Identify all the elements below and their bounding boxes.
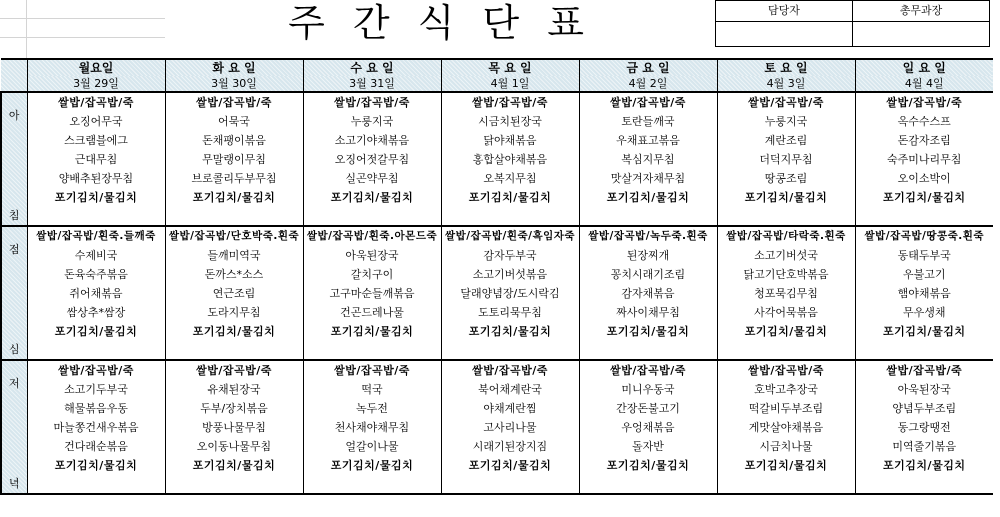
menu-cell[interactable]: 소고기버섯국 (717, 246, 855, 265)
menu-cell[interactable]: 포기김치/물김치 (27, 322, 165, 341)
menu-cell[interactable]: 북어채계란국 (441, 380, 579, 399)
menu-cell[interactable]: 홍합살야채볶음 (441, 150, 579, 169)
menu-cell[interactable]: 쥐어채볶음 (27, 284, 165, 303)
day-name-cell: 토 요 일 (717, 59, 855, 76)
menu-row (1, 380, 993, 399)
empty-cell[interactable] (27, 207, 165, 226)
menu-cell[interactable]: 시래기된장지짐 (441, 437, 579, 456)
meal-label (1, 360, 27, 494)
empty-cell[interactable] (855, 475, 993, 494)
menu-cell[interactable]: 쌀밥/잡곡밥/죽 (27, 360, 165, 380)
menu-row (1, 150, 993, 169)
header-corner (1, 59, 27, 92)
menu-cell[interactable]: 더덕지무침 (717, 150, 855, 169)
approval-box (715, 0, 990, 47)
menu-cell[interactable]: 어묵국 (165, 112, 303, 131)
menu-cell[interactable]: 야채계란찜 (441, 399, 579, 418)
menu-cell[interactable]: 포기김치/물김치 (165, 188, 303, 207)
day-name-cell: 월요일 (27, 59, 165, 76)
empty-cell[interactable] (441, 475, 579, 494)
menu-cell[interactable]: 연근조림 (165, 284, 303, 303)
meal-label-char: 녁 (8, 477, 20, 490)
day-name-cell: 일 요 일 (855, 59, 993, 76)
empty-cell[interactable] (717, 207, 855, 226)
day-name-cell: 화 요 일 (165, 59, 303, 76)
menu-cell[interactable]: 포기김치/물김치 (579, 188, 717, 207)
empty-cell[interactable] (165, 207, 303, 226)
menu-cell[interactable]: 오복지무침 (441, 169, 579, 188)
menu-cell[interactable]: 쌀밥/잡곡밥/죽 (165, 92, 303, 112)
day-name-cell: 금 요 일 (579, 59, 717, 76)
menu-cell[interactable]: 쌀밥/잡곡밥/녹두죽.흰죽 (579, 226, 717, 246)
menu-row (1, 303, 993, 322)
menu-cell[interactable]: 포기김치/물김치 (579, 322, 717, 341)
day-name-cell: 수 요 일 (303, 59, 441, 76)
meal-label-text (2, 93, 27, 225)
menu-cell[interactable]: 양념두부조림 (855, 399, 993, 418)
menu-cell[interactable]: 쌀밥/잡곡밥/죽 (165, 360, 303, 380)
menu-cell[interactable]: 짜사이채무침 (579, 303, 717, 322)
sheet-gridline (0, 37, 165, 38)
menu-cell[interactable]: 방풍나물무침 (165, 418, 303, 437)
menu-cell[interactable]: 포기김치/물김치 (579, 456, 717, 475)
menu-cell[interactable]: 누룽지국 (717, 112, 855, 131)
menu-cell[interactable]: 브로콜리두부무침 (165, 169, 303, 188)
menu-cell[interactable]: 소고기버섯볶음 (441, 265, 579, 284)
menu-cell[interactable]: 수제비국 (27, 246, 165, 265)
menu-row (1, 246, 993, 265)
menu-cell[interactable]: 아욱된장국 (303, 246, 441, 265)
menu-cell[interactable]: 쌀밥/잡곡밥/죽 (27, 92, 165, 112)
meal-spacer-row (1, 341, 993, 360)
menu-cell[interactable]: 시금치된장국 (441, 112, 579, 131)
menu-cell[interactable]: 감자채볶음 (579, 284, 717, 303)
menu-cell[interactable]: 건곤드레나물 (303, 303, 441, 322)
meal-label-char: 침 (8, 209, 20, 222)
menu-cell[interactable]: 아욱된장국 (855, 380, 993, 399)
empty-cell[interactable] (165, 475, 303, 494)
meal-label-char: 아 (8, 109, 20, 122)
menu-cell[interactable]: 포기김치/물김치 (303, 322, 441, 341)
menu-cell[interactable]: 녹두전 (303, 399, 441, 418)
menu-cell[interactable]: 양배추된장무침 (27, 169, 165, 188)
menu-cell[interactable]: 청포묵김무침 (717, 284, 855, 303)
menu-cell[interactable]: 포기김치/물김치 (717, 456, 855, 475)
meal-spacer-row (1, 475, 993, 494)
menu-cell[interactable]: 포기김치/물김치 (303, 456, 441, 475)
menu-row (1, 265, 993, 284)
menu-cell[interactable]: 포기김치/물김치 (855, 456, 993, 475)
menu-cell[interactable]: 쌀밥/잡곡밥/죽 (579, 360, 717, 380)
menu-cell[interactable]: 해물볶음우동 (27, 399, 165, 418)
menu-cell[interactable]: 쌀밥/잡곡밥/죽 (855, 360, 993, 380)
menu-cell[interactable]: 닭야채볶음 (441, 131, 579, 150)
menu-cell[interactable]: 숙주미나리무침 (855, 150, 993, 169)
menu-cell[interactable]: 쌀밥/잡곡밥/땅콩죽.흰죽 (855, 226, 993, 246)
sheet-gridline (26, 0, 27, 58)
menu-cell[interactable]: 동그랑땡전 (855, 418, 993, 437)
menu-cell[interactable]: 우불고기 (855, 265, 993, 284)
menu-cell[interactable]: 쌀밥/잡곡밥/단호박죽.흰죽 (165, 226, 303, 246)
menu-cell[interactable]: 돈감자조림 (855, 131, 993, 150)
menu-row (1, 226, 993, 246)
menu-cell[interactable]: 쌈상추*쌈장 (27, 303, 165, 322)
menu-cell[interactable]: 고구마순들깨볶음 (303, 284, 441, 303)
menu-cell[interactable]: 미니우동국 (579, 380, 717, 399)
empty-cell[interactable] (579, 475, 717, 494)
menu-cell[interactable]: 땅콩조림 (717, 169, 855, 188)
empty-cell[interactable] (579, 341, 717, 360)
menu-cell[interactable]: 쌀밥/잡곡밥/타락죽.흰죽 (717, 226, 855, 246)
menu-cell[interactable]: 동태두부국 (855, 246, 993, 265)
menu-cell[interactable]: 갈치구이 (303, 265, 441, 284)
menu-cell[interactable]: 돈까스*소스 (165, 265, 303, 284)
menu-cell[interactable]: 시금치나물 (717, 437, 855, 456)
menu-row (1, 322, 993, 341)
menu-cell[interactable]: 쌀밥/잡곡밥/죽 (303, 360, 441, 380)
menu-cell[interactable]: 도라지무침 (165, 303, 303, 322)
menu-cell[interactable]: 소고기야채볶음 (303, 131, 441, 150)
menu-cell[interactable]: 호박고추장국 (717, 380, 855, 399)
menu-cell[interactable]: 포기김치/물김치 (717, 322, 855, 341)
day-name-cell: 목 요 일 (441, 59, 579, 76)
menu-cell[interactable]: 간장돈불고기 (579, 399, 717, 418)
empty-cell[interactable] (303, 207, 441, 226)
menu-cell[interactable]: 포기김치/물김치 (441, 456, 579, 475)
menu-cell[interactable]: 감자두부국 (441, 246, 579, 265)
menu-cell[interactable]: 쌀밥/잡곡밥/죽 (717, 92, 855, 112)
menu-cell[interactable]: 소고기두부국 (27, 380, 165, 399)
menu-cell[interactable]: 맛살겨자채무침 (579, 169, 717, 188)
menu-cell[interactable]: 우채표고볶음 (579, 131, 717, 150)
empty-cell[interactable] (27, 475, 165, 494)
menu-row (1, 360, 993, 380)
menu-cell[interactable]: 쌀밥/잡곡밥/죽 (441, 92, 579, 112)
menu-cell[interactable]: 건다래순볶음 (27, 437, 165, 456)
menu-cell[interactable]: 오이동나물무침 (165, 437, 303, 456)
menu-table (0, 58, 993, 495)
menu-cell[interactable]: 복심지무침 (579, 150, 717, 169)
menu-row (1, 399, 993, 418)
menu-cell[interactable]: 포기김치/물김치 (165, 456, 303, 475)
menu-cell[interactable]: 들깨미역국 (165, 246, 303, 265)
empty-cell[interactable] (303, 341, 441, 360)
meal-spacer-row (1, 207, 993, 226)
sheet-gridline (0, 18, 165, 19)
date-header-row (1, 76, 993, 92)
meal-label (1, 226, 27, 360)
menu-cell[interactable]: 계란조림 (717, 131, 855, 150)
menu-cell[interactable]: 쌀밥/잡곡밥/흰죽/흑임자죽 (441, 226, 579, 246)
menu-cell[interactable]: 사각어묵볶음 (717, 303, 855, 322)
menu-cell[interactable]: 옥수수스프 (855, 112, 993, 131)
page-title: 주 간 식 단 표 (288, 1, 592, 45)
approval-sign-manager[interactable] (716, 22, 853, 47)
menu-cell[interactable]: 떡국 (303, 380, 441, 399)
menu-cell[interactable]: 돈육숙주볶음 (27, 265, 165, 284)
meal-label-char: 저 (8, 377, 20, 390)
menu-cell[interactable]: 달래양념장/도시락김 (441, 284, 579, 303)
meal-label-char: 심 (8, 343, 20, 356)
menu-row (1, 418, 993, 437)
menu-row (1, 456, 993, 475)
menu-cell[interactable]: 햄야채볶음 (855, 284, 993, 303)
menu-cell[interactable]: 포기김치/물김치 (165, 322, 303, 341)
empty-cell[interactable] (441, 341, 579, 360)
menu-cell[interactable]: 포기김치/물김치 (855, 188, 993, 207)
empty-cell[interactable] (579, 207, 717, 226)
empty-cell[interactable] (717, 475, 855, 494)
menu-cell[interactable]: 오이소박이 (855, 169, 993, 188)
menu-cell[interactable]: 오징어젓갈무침 (303, 150, 441, 169)
menu-cell[interactable]: 우엉채볶음 (579, 418, 717, 437)
menu-row (1, 169, 993, 188)
day-date-cell: 4월 3일 (717, 76, 855, 92)
menu-cell[interactable]: 무우생채 (855, 303, 993, 322)
empty-cell[interactable] (717, 341, 855, 360)
menu-cell[interactable]: 무말랭이무침 (165, 150, 303, 169)
menu-cell[interactable]: 미역줄기볶음 (855, 437, 993, 456)
menu-cell[interactable]: 고사리나물 (441, 418, 579, 437)
menu-cell[interactable]: 마늘쫑건새우볶음 (27, 418, 165, 437)
menu-row (1, 92, 993, 112)
day-date-cell: 3월 31일 (303, 76, 441, 92)
menu-cell[interactable]: 꽁치시래기조림 (579, 265, 717, 284)
meal-label-char: 점 (8, 243, 20, 256)
empty-cell[interactable] (855, 207, 993, 226)
menu-row (1, 437, 993, 456)
menu-cell[interactable]: 포기김치/물김치 (27, 188, 165, 207)
menu-cell[interactable]: 얼갈이나물 (303, 437, 441, 456)
menu-cell[interactable]: 천사채야채무침 (303, 418, 441, 437)
empty-cell[interactable] (303, 475, 441, 494)
day-date-cell: 4월 1일 (441, 76, 579, 92)
menu-cell[interactable]: 포기김치/물김치 (855, 322, 993, 341)
menu-cell[interactable]: 스크램블에그 (27, 131, 165, 150)
menu-row (1, 284, 993, 303)
menu-cell[interactable]: 쌀밥/잡곡밥/죽 (303, 92, 441, 112)
menu-cell[interactable]: 쌀밥/잡곡밥/죽 (855, 92, 993, 112)
menu-cell[interactable]: 누룽지국 (303, 112, 441, 131)
menu-cell[interactable]: 토란들깨국 (579, 112, 717, 131)
menu-cell[interactable]: 돈채팽이볶음 (165, 131, 303, 150)
approval-header-manager: 담당자 (716, 1, 853, 22)
menu-cell[interactable]: 쌀밥/잡곡밥/죽 (441, 360, 579, 380)
menu-cell[interactable]: 포기김치/물김치 (717, 188, 855, 207)
menu-cell[interactable]: 쌀밥/잡곡밥/흰죽.들깨죽 (27, 226, 165, 246)
menu-cell[interactable]: 쌀밥/잡곡밥/흰죽.아몬드죽 (303, 226, 441, 246)
empty-cell[interactable] (441, 207, 579, 226)
menu-cell[interactable]: 쌀밥/잡곡밥/죽 (579, 92, 717, 112)
menu-cell[interactable]: 도토리묵무침 (441, 303, 579, 322)
menu-row (1, 112, 993, 131)
day-date-cell: 3월 30일 (165, 76, 303, 92)
menu-cell[interactable]: 쌀밥/잡곡밥/죽 (717, 360, 855, 380)
menu-cell[interactable]: 포기김치/물김치 (27, 456, 165, 475)
menu-row (1, 131, 993, 150)
menu-cell[interactable]: 포기김치/물김치 (303, 188, 441, 207)
menu-cell[interactable]: 실곤약무침 (303, 169, 441, 188)
menu-cell[interactable]: 근대무침 (27, 150, 165, 169)
meal-label-text (2, 227, 27, 359)
menu-cell[interactable]: 떡갈비두부조림 (717, 399, 855, 418)
menu-cell[interactable]: 닭고기단호박볶음 (717, 265, 855, 284)
approval-header-director: 총무과장 (853, 1, 990, 22)
menu-cell[interactable]: 오징어무국 (27, 112, 165, 131)
meal-label (1, 92, 27, 226)
day-date-cell: 4월 4일 (855, 76, 993, 92)
menu-cell[interactable]: 게맛살야채볶음 (717, 418, 855, 437)
menu-cell[interactable]: 된장찌개 (579, 246, 717, 265)
approval-sign-director[interactable] (853, 22, 990, 47)
menu-cell[interactable]: 돌자반 (579, 437, 717, 456)
empty-cell[interactable] (27, 341, 165, 360)
menu-cell[interactable]: 두부/장치볶음 (165, 399, 303, 418)
menu-cell[interactable]: 유채된장국 (165, 380, 303, 399)
empty-cell[interactable] (855, 341, 993, 360)
empty-cell[interactable] (165, 341, 303, 360)
day-header-row (1, 59, 993, 76)
day-date-cell: 3월 29일 (27, 76, 165, 92)
menu-cell[interactable]: 포기김치/물김치 (441, 188, 579, 207)
menu-cell[interactable]: 포기김치/물김치 (441, 322, 579, 341)
meal-label-text (2, 361, 27, 493)
menu-row (1, 188, 993, 207)
day-date-cell: 4월 2일 (579, 76, 717, 92)
